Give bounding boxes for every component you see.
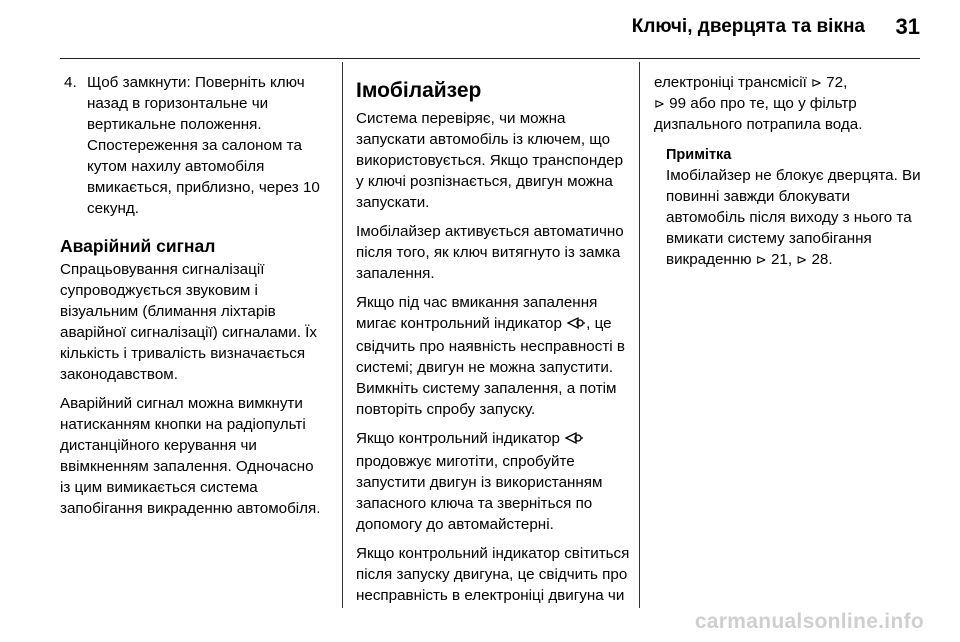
text-run: , це свідчить про наявність несправності в системі; двигун не можна запустити. Вимкніть систему запалення, а потім повторіть спробу запуску.: [356, 315, 625, 418]
text-run: або про те, що у фільтр дизпального потрапила вода.: [654, 95, 863, 133]
section-heading: Аварійний сигнал: [60, 236, 216, 256]
list-item-number: 4.: [64, 74, 77, 91]
paragraph: Аварійний сигнал можна вимкнути натисканням кнопки на радіопульті дистанційного керування чи ввімкненням запалення. Одночасно із цим вимикається система запобігання викраденню автомобіля.: [60, 395, 321, 517]
paragraph: Система перевіряє, чи можна запускати автомобіль із ключем, що використовується. Якщо транспондер у ключі розпізнається, двигун можна запускати.: [356, 110, 624, 211]
paragraph: [654, 72, 926, 135]
page-header: [0, 0, 960, 60]
ref-arrow-icon: ⊳: [755, 252, 767, 267]
text-run: ,: [843, 74, 848, 91]
ref-arrow-icon: ⊳: [796, 252, 808, 267]
paragraph: Спрацьовування сигналізації супроводжується звуковим і візуальним (блимання ліхтарів аварійної сигналізації) сигналами. Їх кількість і тривалість визначається законодавством.: [60, 261, 317, 383]
page-reference-link[interactable]: 72: [826, 74, 844, 91]
immobilizer-indicator-icon: [566, 315, 586, 336]
column-divider: [342, 62, 343, 608]
paragraph: Якщо контрольний індикатор світиться після запуску двигуна, це свідчить про несправність в електроніці двигуна чи: [356, 545, 630, 604]
text-run: Якщо контрольний індикатор: [356, 430, 565, 447]
text-run: електроніці трансмісії: [654, 74, 812, 91]
page-number: 31: [895, 14, 920, 39]
text-run: продовжує миготіти, спробуйте запустити двигун із використанням запасного ключа та зверніться по допомогу до автомайстерні.: [356, 453, 603, 533]
ref-arrow-icon: ⊳: [654, 96, 665, 111]
immobilizer-indicator-icon: [564, 430, 584, 451]
column-divider: [639, 62, 640, 608]
list-item: [60, 72, 328, 219]
list-item-text: Щоб замкнути: Поверніть ключ назад в горизонтальне чи вертикальне положення. Спостереження за салоном та кутом нахилу автомобіля вмикається, приблизно, через 10 секунд.: [87, 74, 320, 217]
note-heading: Примітка: [666, 147, 732, 163]
paragraph: [356, 428, 634, 535]
section-heading: Імобілайзер: [356, 79, 482, 102]
watermark-text: carmanualsonline.info: [694, 610, 924, 633]
page-reference-link[interactable]: 99: [669, 95, 687, 112]
ref-arrow-icon: ⊳: [811, 75, 822, 90]
column-3: [654, 72, 926, 270]
paragraph: [356, 292, 634, 420]
text-run: .: [828, 251, 833, 268]
page-reference-link[interactable]: 21: [770, 251, 788, 268]
header-divider: [60, 58, 920, 59]
text-run: Якщо під час вмикання запалення мигає контрольний індикатор: [356, 294, 598, 332]
column-2: [356, 78, 634, 614]
column-1: [60, 72, 328, 527]
note-text: Імобілайзер не блокує дверцята. Ви повинні завжди блокувати автомобіль після виходу з нього та вмикати систему запобігання викраденню: [666, 167, 921, 268]
note-box: [654, 145, 926, 270]
paragraph: Імобілайзер активується автоматично після того, як ключ витягнуто із замка запалення.: [356, 223, 624, 282]
text-run: ,: [787, 251, 797, 268]
page-title: Ключі, дверцята та вікна: [631, 16, 865, 37]
page-reference-link[interactable]: 28: [811, 251, 829, 268]
